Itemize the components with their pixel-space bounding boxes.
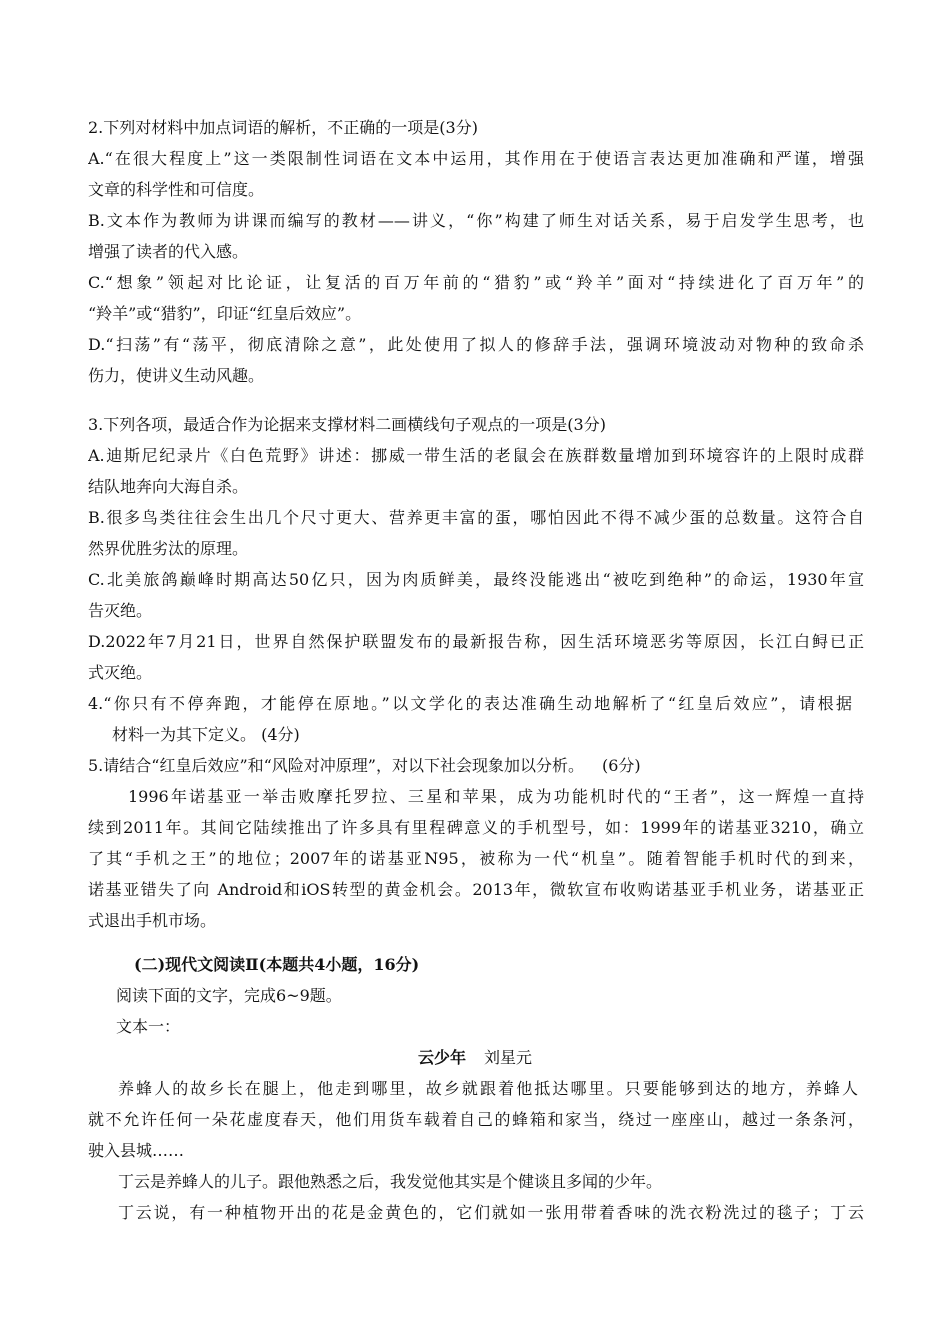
article-title: 云少年 xyxy=(417,1048,466,1067)
q2-option-c-cont: “羚羊”或“猎豹”，印证“红皇后效应”。 xyxy=(88,304,362,323)
q5-stem-text: 5.请结合“红皇后效应”和“风险对冲原理”，对以下社会现象加以分析。 xyxy=(88,756,584,775)
q5-passage-line: 1996年诺基亚一举击败摩托罗拉、三星和苹果，成为功能机时代的“王者”，这一辉煌一直持 xyxy=(128,787,864,806)
article-paragraph-line: 养蜂人的故乡长在腿上，他走到哪里，故乡就跟着他抵达哪里。只要能够到达的地方，养蜂人 xyxy=(118,1079,858,1098)
q3-option-b-cont: 然界优胜劣汰的原理。 xyxy=(88,539,249,558)
q3-stem: 3.下列各项，最适合作为论据来支撑材料二画横线句子观点的一项是(3分) xyxy=(88,415,606,434)
article-paragraph-line: 驶入县城…… xyxy=(88,1141,185,1160)
q5-passage-line: 诺基亚错失了向 Android和iOS转型的黄金机会。2013年，微软宣布收购诺基亚手机业务，诺基亚正 xyxy=(88,880,864,899)
article-author: 刘星元 xyxy=(484,1048,533,1067)
q3-option-b: B.很多鸟类往往会生出几个尺寸更大、营养更丰富的蛋，哪怕因此不得不减少蛋的总数量。这符合自 xyxy=(88,508,864,527)
q2-option-c: C.“想象”领起对比论证，让复活的百万年前的“猎豹”或“羚羊”面对“持续进化了百万年”的 xyxy=(88,273,864,292)
q2-option-b-cont: 增强了读者的代入感。 xyxy=(88,242,249,261)
q2-option-a: A.“在很大程度上”这一类限制性词语在文本中运用，其作用在于使语言表达更加准确和严谨，增强 xyxy=(88,149,864,168)
section-heading: (二)现代文阅读Ⅱ(本题共4小题，16分) xyxy=(134,955,420,974)
article-paragraph-line: 丁云说，有一种植物开出的花是金黄色的，它们就如一张用带着香味的洗衣粉洗过的毯子；丁云 xyxy=(118,1203,864,1222)
q2-option-d: D.“扫荡”有“荡平，彻底清除之意”，此处使用了拟人的修辞手法，强调环境波动对物种的致命杀 xyxy=(88,335,864,354)
q3-option-c-cont: 告灭绝。 xyxy=(88,601,153,620)
section-instruction: 阅读下面的文字，完成6~9题。 xyxy=(116,986,342,1005)
q2-option-b: B.文本作为教师为讲课而编写的教材——讲义，“你”构建了师生对话关系，易于启发学生思考，也 xyxy=(88,211,864,230)
q5-passage-line: 续到2011年。其间它陆续推出了许多具有里程碑意义的手机型号，如：1999年的诺基亚3210，确立 xyxy=(88,818,864,837)
q4-stem: 4.“你只有不停奔跑，才能停在原地。”以文学化的表达准确生动地解析了“红皇后效应”，请根据 xyxy=(88,694,852,713)
q2-option-a-cont: 文章的科学性和可信度。 xyxy=(88,180,265,199)
text-label: 文本一： xyxy=(116,1017,181,1036)
q3-option-a: A.迪斯尼纪录片《白色荒野》讲述：挪威一带生活的老鼠会在族群数量增加到环境容许的上限时成群 xyxy=(88,446,864,465)
q3-option-a-cont: 结队地奔向大海自杀。 xyxy=(88,477,249,496)
q5-stem xyxy=(88,751,864,781)
article-paragraph-line: 就不允许任何一朵花虚度春天，他们用货车载着自己的蜂箱和家当，绕过一座座山，越过一条条河， xyxy=(88,1110,864,1129)
q3-option-d-cont: 式灭绝。 xyxy=(88,663,153,682)
q3-option-c: C.北美旅鸽巅峰时期高达50亿只，因为肉质鲜美，最终没能逃出“被吃到绝种”的命运，1930年宣 xyxy=(88,570,864,589)
q2-option-d-cont: 伤力，使讲义生动风趣。 xyxy=(88,366,265,385)
q5-points: (6分) xyxy=(602,756,641,775)
article-paragraph-line: 丁云是养蜂人的儿子。跟他熟悉之后，我发觉他其实是个健谈且多闻的少年。 xyxy=(118,1172,663,1191)
q5-passage-line: 式退出手机市场。 xyxy=(88,911,217,930)
q2-stem: 2.下列对材料中加点词语的解析，不正确的一项是(3分) xyxy=(88,118,478,137)
article-heading xyxy=(0,1043,950,1073)
q5-passage-line: 了其“手机之王”的地位；2007年的诺基亚N95，被称为一代“机皇”。随着智能手机时代的到来， xyxy=(88,849,864,868)
q3-option-d: D.2022年7月21日，世界自然保护联盟发布的最新报告称，因生活环境恶劣等原因，长江白鲟已正 xyxy=(88,632,864,651)
q4-stem-cont: 材料一为其下定义。 (4分) xyxy=(112,725,300,744)
